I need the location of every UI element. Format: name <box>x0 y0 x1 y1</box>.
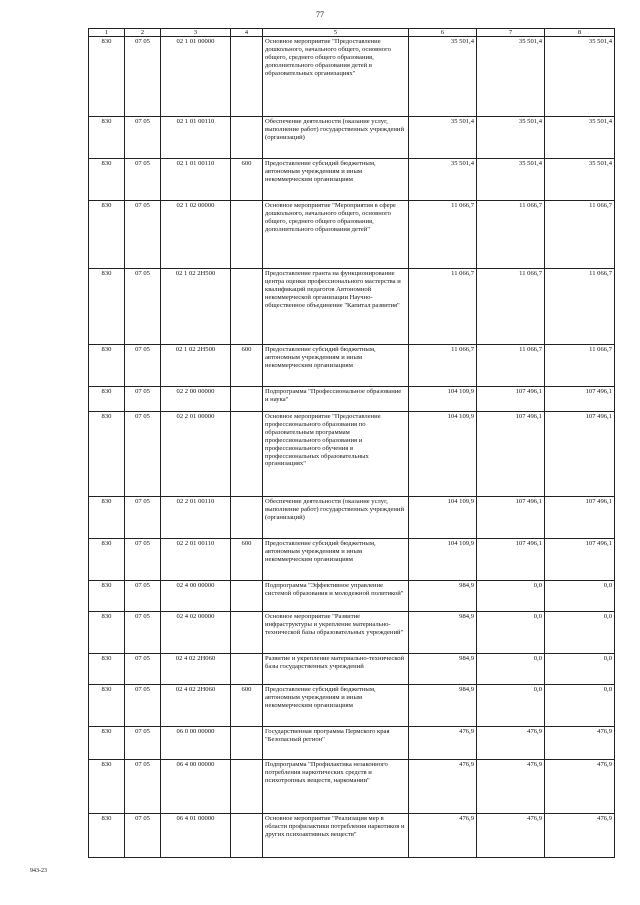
cell-section-code: 07 05 <box>125 345 161 387</box>
cell-administrator-code: 830 <box>89 497 125 539</box>
cell-amount-year1: 35 501,4 <box>409 159 477 201</box>
cell-amount-year1: 984,9 <box>409 654 477 685</box>
table-row <box>89 654 615 685</box>
cell-amount-year1: 104 109,9 <box>409 539 477 581</box>
cell-amount-year3: 476,9 <box>545 727 615 760</box>
cell-name: Подпрограмма "Эффективное управление системой образования и молодежной политикой" <box>263 581 409 612</box>
cell-amount-year3: 0,0 <box>545 612 615 654</box>
cell-administrator-code: 830 <box>89 37 125 117</box>
cell-amount-year2: 476,9 <box>477 760 545 814</box>
cell-expense-type <box>231 760 263 814</box>
cell-amount-year2: 107 496,1 <box>477 539 545 581</box>
cell-amount-year1: 984,9 <box>409 685 477 727</box>
cell-amount-year1: 35 501,4 <box>409 117 477 159</box>
cell-amount-year2: 11 066,7 <box>477 201 545 269</box>
column-header: 8 <box>545 29 615 37</box>
cell-target-article: 02 4 02 2Н060 <box>161 654 231 685</box>
cell-administrator-code: 830 <box>89 539 125 581</box>
cell-name: Развитие и укрепление материально-технической базы государственных учреждений <box>263 654 409 685</box>
cell-amount-year2: 107 496,1 <box>477 497 545 539</box>
cell-amount-year3: 107 496,1 <box>545 387 615 412</box>
cell-target-article: 02 1 01 00110 <box>161 117 231 159</box>
cell-name: Подпрограмма "Профилактика незаконного потребления наркотических средств и психотропных веществ, наркомании" <box>263 760 409 814</box>
cell-section-code: 07 05 <box>125 654 161 685</box>
cell-administrator-code: 830 <box>89 345 125 387</box>
cell-target-article: 02 4 02 00000 <box>161 612 231 654</box>
column-header: 5 <box>263 29 409 37</box>
cell-administrator-code: 830 <box>89 269 125 345</box>
cell-section-code: 07 05 <box>125 497 161 539</box>
table-row <box>89 269 615 345</box>
cell-amount-year2: 0,0 <box>477 685 545 727</box>
cell-section-code: 07 05 <box>125 37 161 117</box>
cell-section-code: 07 05 <box>125 117 161 159</box>
cell-amount-year3: 107 496,1 <box>545 412 615 497</box>
cell-name: Предоставление субсидий бюджетным, автономным учреждениям и иным некоммерческим организациям <box>263 685 409 727</box>
cell-amount-year1: 104 109,9 <box>409 497 477 539</box>
table-row <box>89 539 615 581</box>
cell-administrator-code: 830 <box>89 201 125 269</box>
table-row <box>89 37 615 117</box>
cell-administrator-code: 830 <box>89 612 125 654</box>
cell-administrator-code: 830 <box>89 760 125 814</box>
cell-target-article: 02 1 02 2Н500 <box>161 269 231 345</box>
cell-administrator-code: 830 <box>89 387 125 412</box>
cell-expense-type <box>231 581 263 612</box>
cell-section-code: 07 05 <box>125 412 161 497</box>
cell-administrator-code: 830 <box>89 117 125 159</box>
cell-name: Государственная программа Пермского края "Безопасный регион" <box>263 727 409 760</box>
cell-name: Предоставление гранта на функционирование центра оценки профессионального мастерства и квалификаций педагогов Автономной некоммерческой организации Научно-общественное объединение "Капитал развития" <box>263 269 409 345</box>
cell-name: Основное мероприятие "Предоставление дошкольного, начального общего, основного общего, среднего общего образования, дополнительного образования детей в образовательных организациях" <box>263 37 409 117</box>
cell-expense-type <box>231 269 263 345</box>
cell-expense-type: 600 <box>231 345 263 387</box>
cell-expense-type <box>231 412 263 497</box>
cell-section-code: 07 05 <box>125 760 161 814</box>
cell-section-code: 07 05 <box>125 269 161 345</box>
cell-amount-year3: 11 066,7 <box>545 269 615 345</box>
cell-amount-year2: 35 501,4 <box>477 159 545 201</box>
cell-expense-type <box>231 37 263 117</box>
cell-expense-type <box>231 612 263 654</box>
cell-amount-year3: 0,0 <box>545 581 615 612</box>
cell-target-article: 02 4 00 00000 <box>161 581 231 612</box>
cell-expense-type <box>231 654 263 685</box>
cell-expense-type: 600 <box>231 159 263 201</box>
cell-section-code: 07 05 <box>125 612 161 654</box>
table-row <box>89 412 615 497</box>
cell-amount-year3: 107 496,1 <box>545 497 615 539</box>
cell-name: Предоставление субсидий бюджетным, автономным учреждениям и иным некоммерческим организациям <box>263 159 409 201</box>
cell-target-article: 02 2 01 00110 <box>161 497 231 539</box>
cell-name: Основное мероприятие "Предоставление профессионального образования по образовательным программам профессионального образования и профессионального обучения в профессиональных образовательных организациях" <box>263 412 409 497</box>
cell-amount-year3: 476,9 <box>545 814 615 858</box>
cell-expense-type <box>231 727 263 760</box>
cell-expense-type <box>231 201 263 269</box>
cell-administrator-code: 830 <box>89 814 125 858</box>
cell-amount-year2: 35 501,4 <box>477 37 545 117</box>
cell-section-code: 07 05 <box>125 727 161 760</box>
cell-expense-type <box>231 497 263 539</box>
cell-amount-year1: 476,9 <box>409 760 477 814</box>
cell-amount-year2: 476,9 <box>477 814 545 858</box>
cell-amount-year2: 107 496,1 <box>477 412 545 497</box>
cell-administrator-code: 830 <box>89 685 125 727</box>
table-row <box>89 685 615 727</box>
column-header: 3 <box>161 29 231 37</box>
table-row <box>89 727 615 760</box>
cell-amount-year2: 0,0 <box>477 654 545 685</box>
cell-amount-year3: 0,0 <box>545 685 615 727</box>
cell-target-article: 02 2 01 00110 <box>161 539 231 581</box>
cell-section-code: 07 05 <box>125 581 161 612</box>
table-row <box>89 497 615 539</box>
cell-administrator-code: 830 <box>89 654 125 685</box>
cell-amount-year1: 104 109,9 <box>409 412 477 497</box>
cell-amount-year1: 984,9 <box>409 612 477 654</box>
cell-name: Основное мероприятие "Мероприятия в сфере дошкольного, начального общего, основного общего, среднего общего образования, дополнительного образования детей" <box>263 201 409 269</box>
column-header: 4 <box>231 29 263 37</box>
cell-name: Обеспечение деятельности (оказание услуг, выполнение работ) государственных учреждений (организаций) <box>263 497 409 539</box>
cell-section-code: 07 05 <box>125 685 161 727</box>
cell-amount-year3: 11 066,7 <box>545 201 615 269</box>
cell-administrator-code: 830 <box>89 581 125 612</box>
column-header: 6 <box>409 29 477 37</box>
table-row <box>89 159 615 201</box>
cell-administrator-code: 830 <box>89 727 125 760</box>
cell-amount-year3: 35 501,4 <box>545 37 615 117</box>
cell-expense-type: 600 <box>231 539 263 581</box>
cell-target-article: 02 2 00 00000 <box>161 387 231 412</box>
cell-amount-year2: 0,0 <box>477 581 545 612</box>
cell-expense-type <box>231 387 263 412</box>
table-row <box>89 117 615 159</box>
table-row <box>89 814 615 858</box>
cell-section-code: 07 05 <box>125 539 161 581</box>
cell-section-code: 07 05 <box>125 387 161 412</box>
cell-target-article: 02 1 01 00000 <box>161 37 231 117</box>
cell-administrator-code: 830 <box>89 412 125 497</box>
table-row <box>89 201 615 269</box>
cell-amount-year1: 476,9 <box>409 814 477 858</box>
cell-name: Предоставление субсидий бюджетным, автономным учреждениям и иным некоммерческим организациям <box>263 539 409 581</box>
cell-amount-year1: 11 066,7 <box>409 269 477 345</box>
cell-amount-year2: 107 496,1 <box>477 387 545 412</box>
cell-name: Основное мероприятие "Развитие инфраструктуры и укрепление материально-технической базы образовательных учреждений" <box>263 612 409 654</box>
cell-expense-type: 600 <box>231 685 263 727</box>
cell-target-article: 02 4 02 2Н060 <box>161 685 231 727</box>
cell-amount-year3: 35 501,4 <box>545 159 615 201</box>
cell-amount-year2: 35 501,4 <box>477 117 545 159</box>
column-header: 7 <box>477 29 545 37</box>
cell-target-article: 02 1 02 2Н500 <box>161 345 231 387</box>
cell-target-article: 06 4 00 00000 <box>161 760 231 814</box>
cell-amount-year2: 11 066,7 <box>477 269 545 345</box>
cell-target-article: 02 1 01 00110 <box>161 159 231 201</box>
table-row <box>89 345 615 387</box>
cell-amount-year2: 476,9 <box>477 727 545 760</box>
cell-target-article: 02 1 02 00000 <box>161 201 231 269</box>
table-row <box>89 581 615 612</box>
cell-name: Основное мероприятие "Реализация мер в области профилактики потребления наркотиков и других психоактивных веществ" <box>263 814 409 858</box>
budget-table <box>88 28 615 858</box>
cell-amount-year3: 0,0 <box>545 654 615 685</box>
table-row <box>89 612 615 654</box>
cell-expense-type <box>231 814 263 858</box>
cell-amount-year3: 11 066,7 <box>545 345 615 387</box>
cell-name: Подпрограмма "Профессиональное образование и наука" <box>263 387 409 412</box>
cell-amount-year2: 11 066,7 <box>477 345 545 387</box>
cell-target-article: 06 0 00 00000 <box>161 727 231 760</box>
margin-code: 943-23 <box>30 868 47 874</box>
cell-target-article: 06 4 01 00000 <box>161 814 231 858</box>
cell-target-article: 02 2 01 00000 <box>161 412 231 497</box>
cell-section-code: 07 05 <box>125 201 161 269</box>
table-row <box>89 760 615 814</box>
cell-name: Обеспечение деятельности (оказание услуг, выполнение работ) государственных учреждений (организаций) <box>263 117 409 159</box>
cell-amount-year1: 476,9 <box>409 727 477 760</box>
cell-amount-year3: 476,9 <box>545 760 615 814</box>
cell-amount-year1: 11 066,7 <box>409 345 477 387</box>
cell-amount-year2: 0,0 <box>477 612 545 654</box>
cell-amount-year1: 104 109,9 <box>409 387 477 412</box>
cell-section-code: 07 05 <box>125 814 161 858</box>
cell-administrator-code: 830 <box>89 159 125 201</box>
cell-amount-year1: 35 501,4 <box>409 37 477 117</box>
table-row <box>89 387 615 412</box>
cell-amount-year1: 984,9 <box>409 581 477 612</box>
page-number: 77 <box>316 10 324 19</box>
column-header: 1 <box>89 29 125 37</box>
cell-amount-year3: 35 501,4 <box>545 117 615 159</box>
column-header-row <box>89 29 615 37</box>
cell-expense-type <box>231 117 263 159</box>
cell-section-code: 07 05 <box>125 159 161 201</box>
cell-name: Предоставление субсидий бюджетным, автономным учреждениям и иным некоммерческим организациям <box>263 345 409 387</box>
column-header: 2 <box>125 29 161 37</box>
cell-amount-year3: 107 496,1 <box>545 539 615 581</box>
cell-amount-year1: 11 066,7 <box>409 201 477 269</box>
